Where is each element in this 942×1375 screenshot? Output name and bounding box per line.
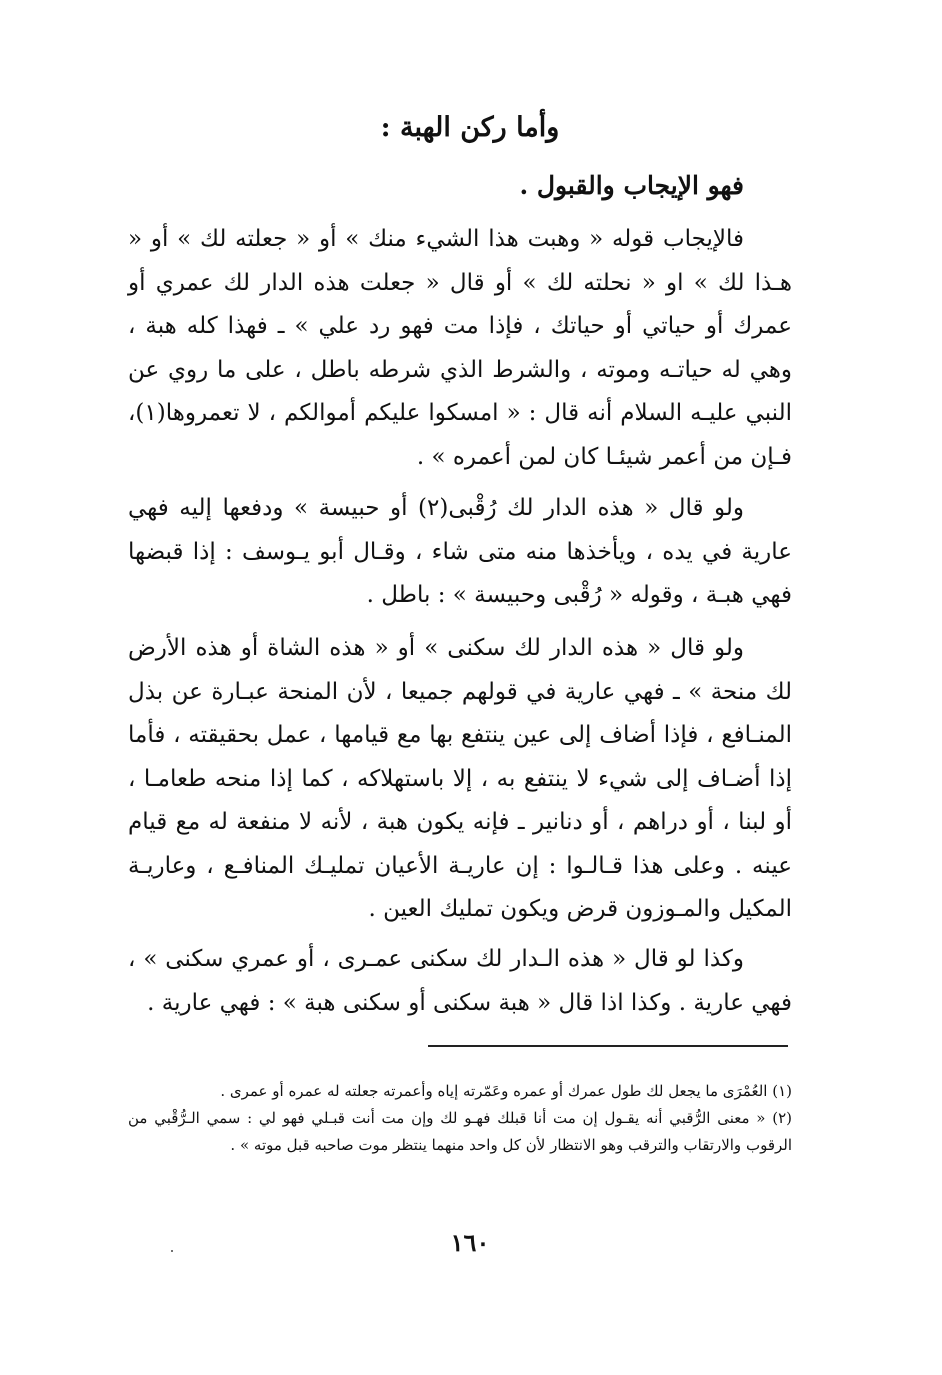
paragraph-text: وكذا لو قال « هذه الـدار لك سكنى عمـرى ، أو عمري سكنى » ، فهي عارية . وكذا اذا قال « هبة سكنى أو سكنى هبة » : فهي عارية . [128,946,792,1016]
footnote-2: (٢) « معنى الرُّقبي أنه يقـول إن مت أنا قبلك فهـو لك وإن مت أنت قبـلي فهو لي : سمي الـرُّقْبي من الرقوب والارتقاب والترقب وهو الانتظار لأن كل واحد منهما ينتظر موت صاحبه قبل موته » . [128,1109,792,1154]
body-paragraph-4 [128,938,792,1025]
paragraph-text: ولو قال « هذه الدار لك رُقْبى(٢) أو حبيسة » ودفعها إليه فهي عارية في يده ، ويأخذها منه متى شاء ، وقـال أبو يـوسف : إذا قبضها فهي هبـة ، وقوله « رُقْبى وحبيسة » : باطل . [128,495,792,608]
footnotes [128,1078,792,1159]
paragraph-text: فالإيجاب قوله « وهبت هذا الشيء منك » أو « جعلته لك » أو « هـذا لك » او « نحلته لك » أو قال « جعلت هذه الدار لك عمري أو عمرك أو حياتي أو حياتك ، فإذا مت فهو رد علي » ـ فهذا كله هبة ، وهي له حياتـه وموته ، والشرط الذي شرطه باطل ، على ما روي عن النبي عليـه السلام أنه قال : « امسكوا عليكم أموالكم ، لا تعمروها(١)، فـإن من أعمر شيئـا كان لمن أعمره » . [128,226,792,470]
footnote-1: (١) العُمْرَى ما يجعل لك طول عمرك أو عمره وعَمّرته إياه وأعمرته جعلته له عمره أو عمرى . [220,1082,792,1100]
scan-speck [171,1250,173,1252]
body-paragraph-2 [128,487,792,618]
section-subheading: فهو الإيجاب والقبول . [519,171,744,200]
body-paragraph-1 [128,218,792,479]
page-number: ١٦٠ [450,1228,490,1257]
section-heading: وأما ركن الهبة : [380,112,560,143]
body-paragraph-3 [128,627,792,932]
footnote-divider [428,1045,788,1047]
paragraph-text: ولو قال « هذه الدار لك سكنى » أو « هذه الشاة أو هذه الأرض لك منحة » ـ فهي عارية في قولهم جميعا ، لأن المنحة عبـارة عن بذل المنـافع ، فإذا أضاف إلى عين ينتفع بها مع قيامها ، عمل بحقيقته ، فأما إذا أضـاف إلى شيء لا ينتفع به ، إلا باستهلاكه ، كما إذا منحه طعامـا ، أو لبنا ، أو دراهم ، أو دنانير ـ فإنه يكون هبة ، لأنه لا منفعة له مع قيام عينه . وعلى هذا قـالـوا : إن عاريـة الأعيان تمليـك المنافـع ، وعاريـة المكيل والمـوزون قرض ويكون تمليك العين . [128,635,792,922]
